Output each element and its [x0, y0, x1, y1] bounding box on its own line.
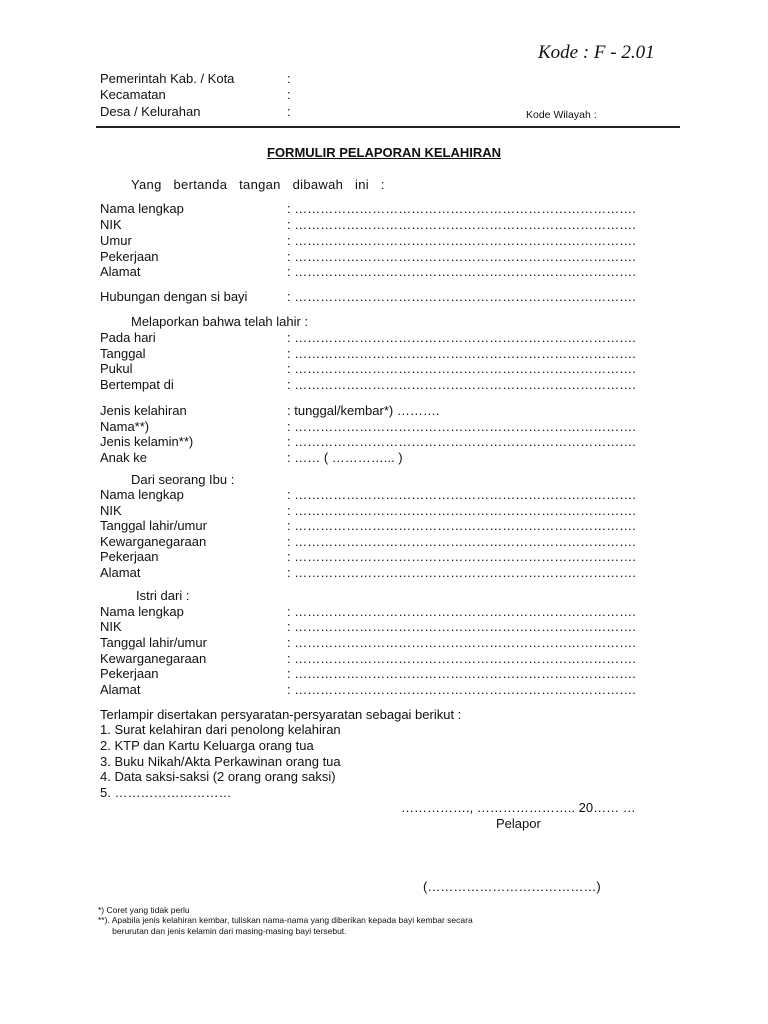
child-field-jenis-kelamin[interactable]: : ……………………………………………………………………. [287, 434, 636, 449]
reporter-field-pekerjaan[interactable]: : ……………………………………………………………………. [287, 249, 636, 264]
husband-field-tanggal-lahir[interactable]: : ……………………………………………………………………. [287, 635, 636, 650]
husband-field-kewarganegaraan[interactable]: : ……………………………………………………………………. [287, 651, 636, 666]
header-label-kecamatan: Kecamatan [100, 87, 166, 102]
mother-field-nama[interactable]: : ……………………………………………………………………. [287, 487, 636, 502]
mother-field-pekerjaan[interactable]: : ……………………………………………………………………. [287, 549, 636, 564]
reporter-label-pekerjaan: Pekerjaan [100, 249, 159, 264]
husband-label-tanggal-lahir: Tanggal lahir/umur [100, 635, 207, 650]
wife-of-intro: Istri dari : [136, 588, 190, 603]
husband-field-nik[interactable]: : ……………………………………………………………………. [287, 619, 636, 634]
mother-label-nik: NIK [100, 503, 122, 518]
place-date-line[interactable]: ……………., ………………….. 20…… … [401, 800, 636, 815]
form-title: FORMULIR PELAPORAN KELAHIRAN [267, 145, 501, 160]
reporter-field-umur[interactable]: : ……………………………………………………………………. [287, 233, 636, 248]
reporter-field-nik[interactable]: : ……………………………………………………………………. [287, 217, 636, 232]
header-label-desa: Desa / Kelurahan [100, 104, 201, 119]
header-divider [96, 126, 680, 128]
footnote-2-cont: berurutan dan jenis kelamin dari masing-masing bayi tersebut. [98, 926, 347, 936]
header-colon-kecamatan: : [287, 87, 291, 102]
relation-label: Hubungan dengan si bayi [100, 289, 248, 304]
header-label-kabupaten: Pemerintah Kab. / Kota [100, 71, 235, 86]
mother-field-alamat[interactable]: : ……………………………………………………………………. [287, 565, 636, 580]
birth-label-pukul: Pukul [100, 361, 133, 376]
mother-label-tanggal-lahir: Tanggal lahir/umur [100, 518, 207, 533]
footnote-2: **). Apabila jenis kelahiran kembar, tuliskan nama-nama yang diberikan kepada bayi kembar secara [98, 915, 473, 925]
intro-text: Yang bertanda tangan dibawah ini : [131, 177, 385, 192]
reporter-label-nama: Nama lengkap [100, 201, 184, 216]
mother-label-kewarganegaraan: Kewarganegaraan [100, 534, 207, 549]
birth-field-pukul[interactable]: : ……………………………………………………………………. [287, 361, 636, 376]
child-field-jenis-kelahiran[interactable]: : tunggal/kembar*) ………. [287, 403, 440, 418]
birth-label-hari: Pada hari [100, 330, 156, 345]
mother-label-pekerjaan: Pekerjaan [100, 549, 159, 564]
husband-field-nama[interactable]: : ……………………………………………………………………. [287, 604, 636, 619]
signature-name-line[interactable]: (…………………………………) [423, 879, 601, 894]
husband-label-nik: NIK [100, 619, 122, 634]
attachments-intro: Terlampir disertakan persyaratan-persyaratan sebagai berikut : [100, 707, 462, 722]
reporter-field-alamat[interactable]: : ……………………………………………………………………. [287, 264, 636, 279]
header-colon-kabupaten: : [287, 71, 291, 86]
husband-field-alamat[interactable]: : ……………………………………………………………………. [287, 682, 636, 697]
mother-field-nik[interactable]: : ……………………………………………………………………. [287, 503, 636, 518]
husband-label-kewarganegaraan: Kewarganegaraan [100, 651, 207, 666]
attachment-item: 3. Buku Nikah/Akta Perkawinan orang tua [100, 754, 341, 769]
form-code: Kode : F - 2.01 [538, 42, 655, 63]
husband-field-pekerjaan[interactable]: : ……………………………………………………………………. [287, 666, 636, 681]
header-colon-desa: : [287, 104, 291, 119]
relation-field[interactable]: : ……………………………………………………………………. [287, 289, 636, 304]
birth-field-hari[interactable]: : ……………………………………………………………………. [287, 330, 636, 345]
child-label-jenis-kelamin: Jenis kelamin**) [100, 434, 194, 449]
mother-field-tanggal-lahir[interactable]: : ……………………………………………………………………. [287, 518, 636, 533]
husband-label-pekerjaan: Pekerjaan [100, 666, 159, 681]
reports-intro: Melaporkan bahwa telah lahir : [131, 314, 309, 329]
birth-field-tanggal[interactable]: : ……………………………………………………………………. [287, 346, 636, 361]
attachment-item-blank[interactable]: 5. ……………………… [100, 785, 232, 800]
child-field-nama[interactable]: : ……………………………………………………………………. [287, 419, 636, 434]
footnote-1: *) Coret yang tidak perlu [98, 905, 190, 915]
reporter-field-nama[interactable]: : ……………………………………………………………………. [287, 201, 636, 216]
attachment-item: 4. Data saksi-saksi (2 orang orang saksi) [100, 769, 336, 784]
mother-label-alamat: Alamat [100, 565, 141, 580]
mother-intro: Dari seorang Ibu : [131, 472, 235, 487]
reporter-label-umur: Umur [100, 233, 132, 248]
child-field-anak-ke[interactable]: : …… ( …………... ) [287, 450, 403, 465]
birth-label-tanggal: Tanggal [100, 346, 146, 361]
reporter-role: Pelapor [496, 816, 541, 831]
mother-field-kewarganegaraan[interactable]: : ……………………………………………………………………. [287, 534, 636, 549]
child-label-jenis-kelahiran: Jenis kelahiran [100, 403, 187, 418]
attachment-item: 1. Surat kelahiran dari penolong kelahiran [100, 722, 341, 737]
husband-label-alamat: Alamat [100, 682, 141, 697]
child-label-nama: Nama**) [100, 419, 150, 434]
kode-wilayah-label: Kode Wilayah : [526, 109, 597, 121]
husband-label-nama: Nama lengkap [100, 604, 184, 619]
reporter-label-alamat: Alamat [100, 264, 141, 279]
attachment-item: 2. KTP dan Kartu Keluarga orang tua [100, 738, 314, 753]
reporter-label-nik: NIK [100, 217, 122, 232]
child-label-anak-ke: Anak ke [100, 450, 147, 465]
mother-label-nama: Nama lengkap [100, 487, 184, 502]
birth-field-tempat[interactable]: : ……………………………………………………………………. [287, 377, 636, 392]
birth-label-tempat: Bertempat di [100, 377, 174, 392]
